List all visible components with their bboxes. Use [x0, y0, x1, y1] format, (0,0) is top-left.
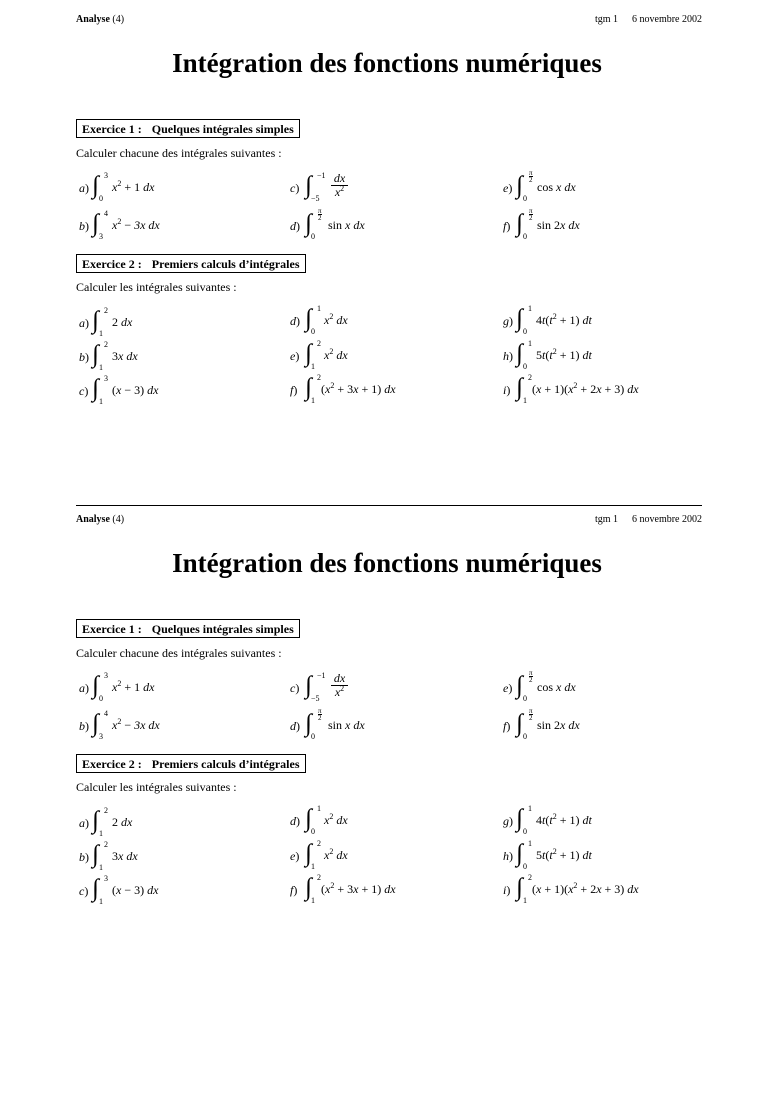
integrand: 2 dx	[112, 815, 133, 829]
upper-bound: π 2	[317, 207, 322, 222]
integral-sign: ∫	[516, 210, 523, 237]
upper-bound: 2	[317, 873, 321, 882]
item-label: c)	[290, 181, 300, 195]
page-header	[76, 514, 702, 530]
item-label: a)	[79, 316, 89, 330]
upper-bound: 1	[317, 804, 321, 813]
integrand: 3x dx	[112, 349, 138, 363]
lower-bound: 1	[523, 396, 527, 405]
exercise-2-instruction: Calculer les intégrales suivantes :	[76, 780, 237, 794]
integrand: (x − 3) dx	[112, 383, 159, 397]
integral-sign: ∫	[305, 840, 312, 867]
lower-bound: 0	[523, 232, 527, 241]
integral-sign: ∫	[92, 210, 99, 237]
upper-bound: π 2	[528, 707, 533, 722]
lower-bound: −5	[311, 194, 320, 203]
cut-line	[76, 505, 702, 506]
item-label: d)	[290, 314, 300, 328]
item-label: e)	[503, 681, 513, 695]
integral-sign: ∫	[92, 841, 99, 868]
item-label: c)	[79, 384, 89, 398]
integrand: sin 2x dx	[537, 718, 580, 732]
item-label: e)	[290, 349, 300, 363]
exercise-1-heading: Exercice 1 : Quelques intégrales simples	[76, 119, 300, 138]
lower-bound: 1	[99, 863, 103, 872]
integral-sign: ∫	[92, 710, 99, 737]
upper-bound: −1	[317, 671, 326, 680]
integral-sign: ∫	[305, 374, 312, 401]
exercise-2-heading: Exercice 2 : Premiers calculs d’intégrales	[76, 754, 306, 773]
lower-bound: 0	[523, 732, 527, 741]
integral-sign: ∫	[305, 305, 312, 332]
lower-bound: 0	[99, 694, 103, 703]
upper-bound: 1	[528, 804, 532, 813]
upper-bound: 4	[104, 209, 108, 218]
page-title: Intégration des fonctions numériques	[172, 48, 602, 78]
lower-bound: 1	[523, 896, 527, 905]
item-label: d)	[290, 814, 300, 828]
exercise-1-instruction: Calculer chacune des intégrales suivantes :	[76, 146, 282, 160]
integrand: sin x dx	[328, 218, 365, 232]
integrand: cos x dx	[537, 180, 576, 194]
item-label: b)	[79, 219, 89, 233]
integral-sign: ∫	[305, 874, 312, 901]
upper-bound: 2	[104, 306, 108, 315]
integral-sign: ∫	[516, 840, 523, 867]
integrand: 3x dx	[112, 849, 138, 863]
upper-bound: 2	[104, 806, 108, 815]
exercise-1-heading: Exercice 1 : Quelques intégrales simples	[76, 619, 300, 638]
lower-bound: 0	[523, 327, 527, 336]
upper-bound: 1	[317, 304, 321, 313]
item-label: f)	[503, 219, 511, 233]
item-label: a)	[79, 181, 89, 195]
integral-sign: ∫	[516, 672, 523, 699]
integrand: $x^2$ dx	[324, 812, 348, 827]
integral-sign: ∫	[92, 307, 99, 334]
lower-bound: 1	[99, 829, 103, 838]
integrand: $(x^2 + 3x + 1)$ dx	[321, 381, 396, 396]
upper-bound: π 2	[528, 669, 533, 684]
upper-bound: 3	[104, 374, 108, 383]
lower-bound: 0	[311, 732, 315, 741]
item-label: b)	[79, 850, 89, 864]
class-and-date: tgm 1 6 novembre 2002	[594, 514, 702, 525]
lower-bound: 0	[523, 362, 527, 371]
item-label: b)	[79, 719, 89, 733]
integral-sign: ∫	[92, 341, 99, 368]
integral-sign: ∫	[516, 340, 523, 367]
item-label: e)	[290, 849, 300, 863]
item-label: b)	[79, 350, 89, 364]
item-label: d)	[290, 719, 300, 733]
lower-bound: 0	[523, 827, 527, 836]
integrand: $(x + 1)(x^2 + 2x + 3)$ dx	[532, 881, 639, 896]
item-label: c)	[290, 681, 300, 695]
integral-sign: ∫	[305, 672, 312, 699]
upper-bound: 1	[528, 339, 532, 348]
integral-sign: ∫	[516, 710, 523, 737]
integrand: (x − 3) dx	[112, 883, 159, 897]
lower-bound: 0	[99, 194, 103, 203]
item-label: c)	[79, 884, 89, 898]
lower-bound: 1	[311, 862, 315, 871]
page-header	[76, 14, 702, 30]
integrand: $x^2$ dx	[324, 347, 348, 362]
lower-bound: 0	[523, 694, 527, 703]
upper-bound: 2	[317, 839, 321, 848]
integral-sign: ∫	[305, 210, 312, 237]
integrand: $5t(t^2 + 1)$ dt	[536, 347, 592, 362]
upper-bound: π 2	[528, 207, 533, 222]
upper-bound: 2	[317, 339, 321, 348]
item-label: a)	[79, 816, 89, 830]
upper-bound: 1	[528, 304, 532, 313]
item-label: a)	[79, 681, 89, 695]
upper-bound: 4	[104, 709, 108, 718]
item-label: i)	[503, 883, 511, 897]
lower-bound: 1	[99, 397, 103, 406]
lower-bound: 3	[99, 732, 103, 741]
worksheet-copy-1	[0, 14, 774, 514]
item-label: f)	[290, 883, 298, 897]
integral-sign: ∫	[305, 340, 312, 367]
upper-bound: 3	[104, 874, 108, 883]
fraction-integrand: dx $x^2$	[331, 672, 348, 699]
integral-sign: ∫	[92, 672, 99, 699]
integral-sign: ∫	[92, 875, 99, 902]
integrand: cos x dx	[537, 680, 576, 694]
upper-bound: −1	[317, 171, 326, 180]
integral-sign: ∫	[516, 172, 523, 199]
lower-bound: 1	[99, 363, 103, 372]
integral-sign: ∫	[92, 807, 99, 834]
upper-bound: 1	[528, 839, 532, 848]
integral-sign: ∫	[516, 374, 523, 401]
upper-bound: π 2	[528, 169, 533, 184]
integrand: $5t(t^2 + 1)$ dt	[536, 847, 592, 862]
course-label: Analyse (4)	[76, 14, 125, 25]
integral-sign: ∫	[92, 172, 99, 199]
item-label: g)	[503, 314, 513, 328]
integrand: $x^2$ dx	[324, 847, 348, 862]
upper-bound: 2	[528, 373, 532, 382]
integral-sign: ∫	[305, 710, 312, 737]
integral-sign: ∫	[516, 874, 523, 901]
integrand: $x^2 - 3x$ dx	[112, 217, 160, 232]
lower-bound: 1	[311, 396, 315, 405]
upper-bound: 3	[104, 171, 108, 180]
upper-bound: 3	[104, 671, 108, 680]
integrand: $(x^2 + 3x + 1)$ dx	[321, 881, 396, 896]
item-label: d)	[290, 219, 300, 233]
integral-sign: ∫	[92, 375, 99, 402]
item-label: h)	[503, 349, 513, 363]
integrand: $x^2 - 3x$ dx	[112, 717, 160, 732]
item-label: f)	[290, 383, 298, 397]
item-label: h)	[503, 849, 513, 863]
exercise-2-heading: Exercice 2 : Premiers calculs d’intégrales	[76, 254, 306, 273]
lower-bound: 0	[311, 327, 315, 336]
upper-bound: π 2	[317, 707, 322, 722]
upper-bound: 2	[528, 873, 532, 882]
exercise-1-instruction: Calculer chacune des intégrales suivantes :	[76, 646, 282, 660]
lower-bound: 0	[523, 862, 527, 871]
class-and-date: tgm 1 6 novembre 2002	[594, 14, 702, 25]
lower-bound: 0	[311, 827, 315, 836]
lower-bound: 1	[99, 897, 103, 906]
worksheet-copy-2	[0, 514, 774, 1014]
integral-sign: ∫	[516, 305, 523, 332]
integral-sign: ∫	[305, 172, 312, 199]
item-label: e)	[503, 181, 513, 195]
upper-bound: 2	[104, 840, 108, 849]
integrand: $4t(t^2 + 1)$ dt	[536, 812, 592, 827]
integrand: $x^2$ dx	[324, 312, 348, 327]
integrand: sin 2x dx	[537, 218, 580, 232]
lower-bound: 3	[99, 232, 103, 241]
integrand: sin x dx	[328, 718, 365, 732]
integrand: $4t(t^2 + 1)$ dt	[536, 312, 592, 327]
lower-bound: 1	[311, 362, 315, 371]
item-label: g)	[503, 814, 513, 828]
lower-bound: 0	[311, 232, 315, 241]
integrand: $(x + 1)(x^2 + 2x + 3)$ dx	[532, 381, 639, 396]
page-title: Intégration des fonctions numériques	[172, 548, 602, 578]
exercise-2-instruction: Calculer les intégrales suivantes :	[76, 280, 237, 294]
fraction-integrand: dx $x^2$	[331, 172, 348, 199]
course-label: Analyse (4)	[76, 514, 125, 525]
integrand: $x^2 + 1$ dx	[112, 179, 155, 194]
integrand: $x^2 + 1$ dx	[112, 679, 155, 694]
upper-bound: 2	[104, 340, 108, 349]
lower-bound: −5	[311, 694, 320, 703]
lower-bound: 1	[99, 329, 103, 338]
integral-sign: ∫	[305, 805, 312, 832]
lower-bound: 1	[311, 896, 315, 905]
integral-sign: ∫	[516, 805, 523, 832]
lower-bound: 0	[523, 194, 527, 203]
item-label: f)	[503, 719, 511, 733]
item-label: i)	[503, 383, 511, 397]
integrand: 2 dx	[112, 315, 133, 329]
upper-bound: 2	[317, 373, 321, 382]
